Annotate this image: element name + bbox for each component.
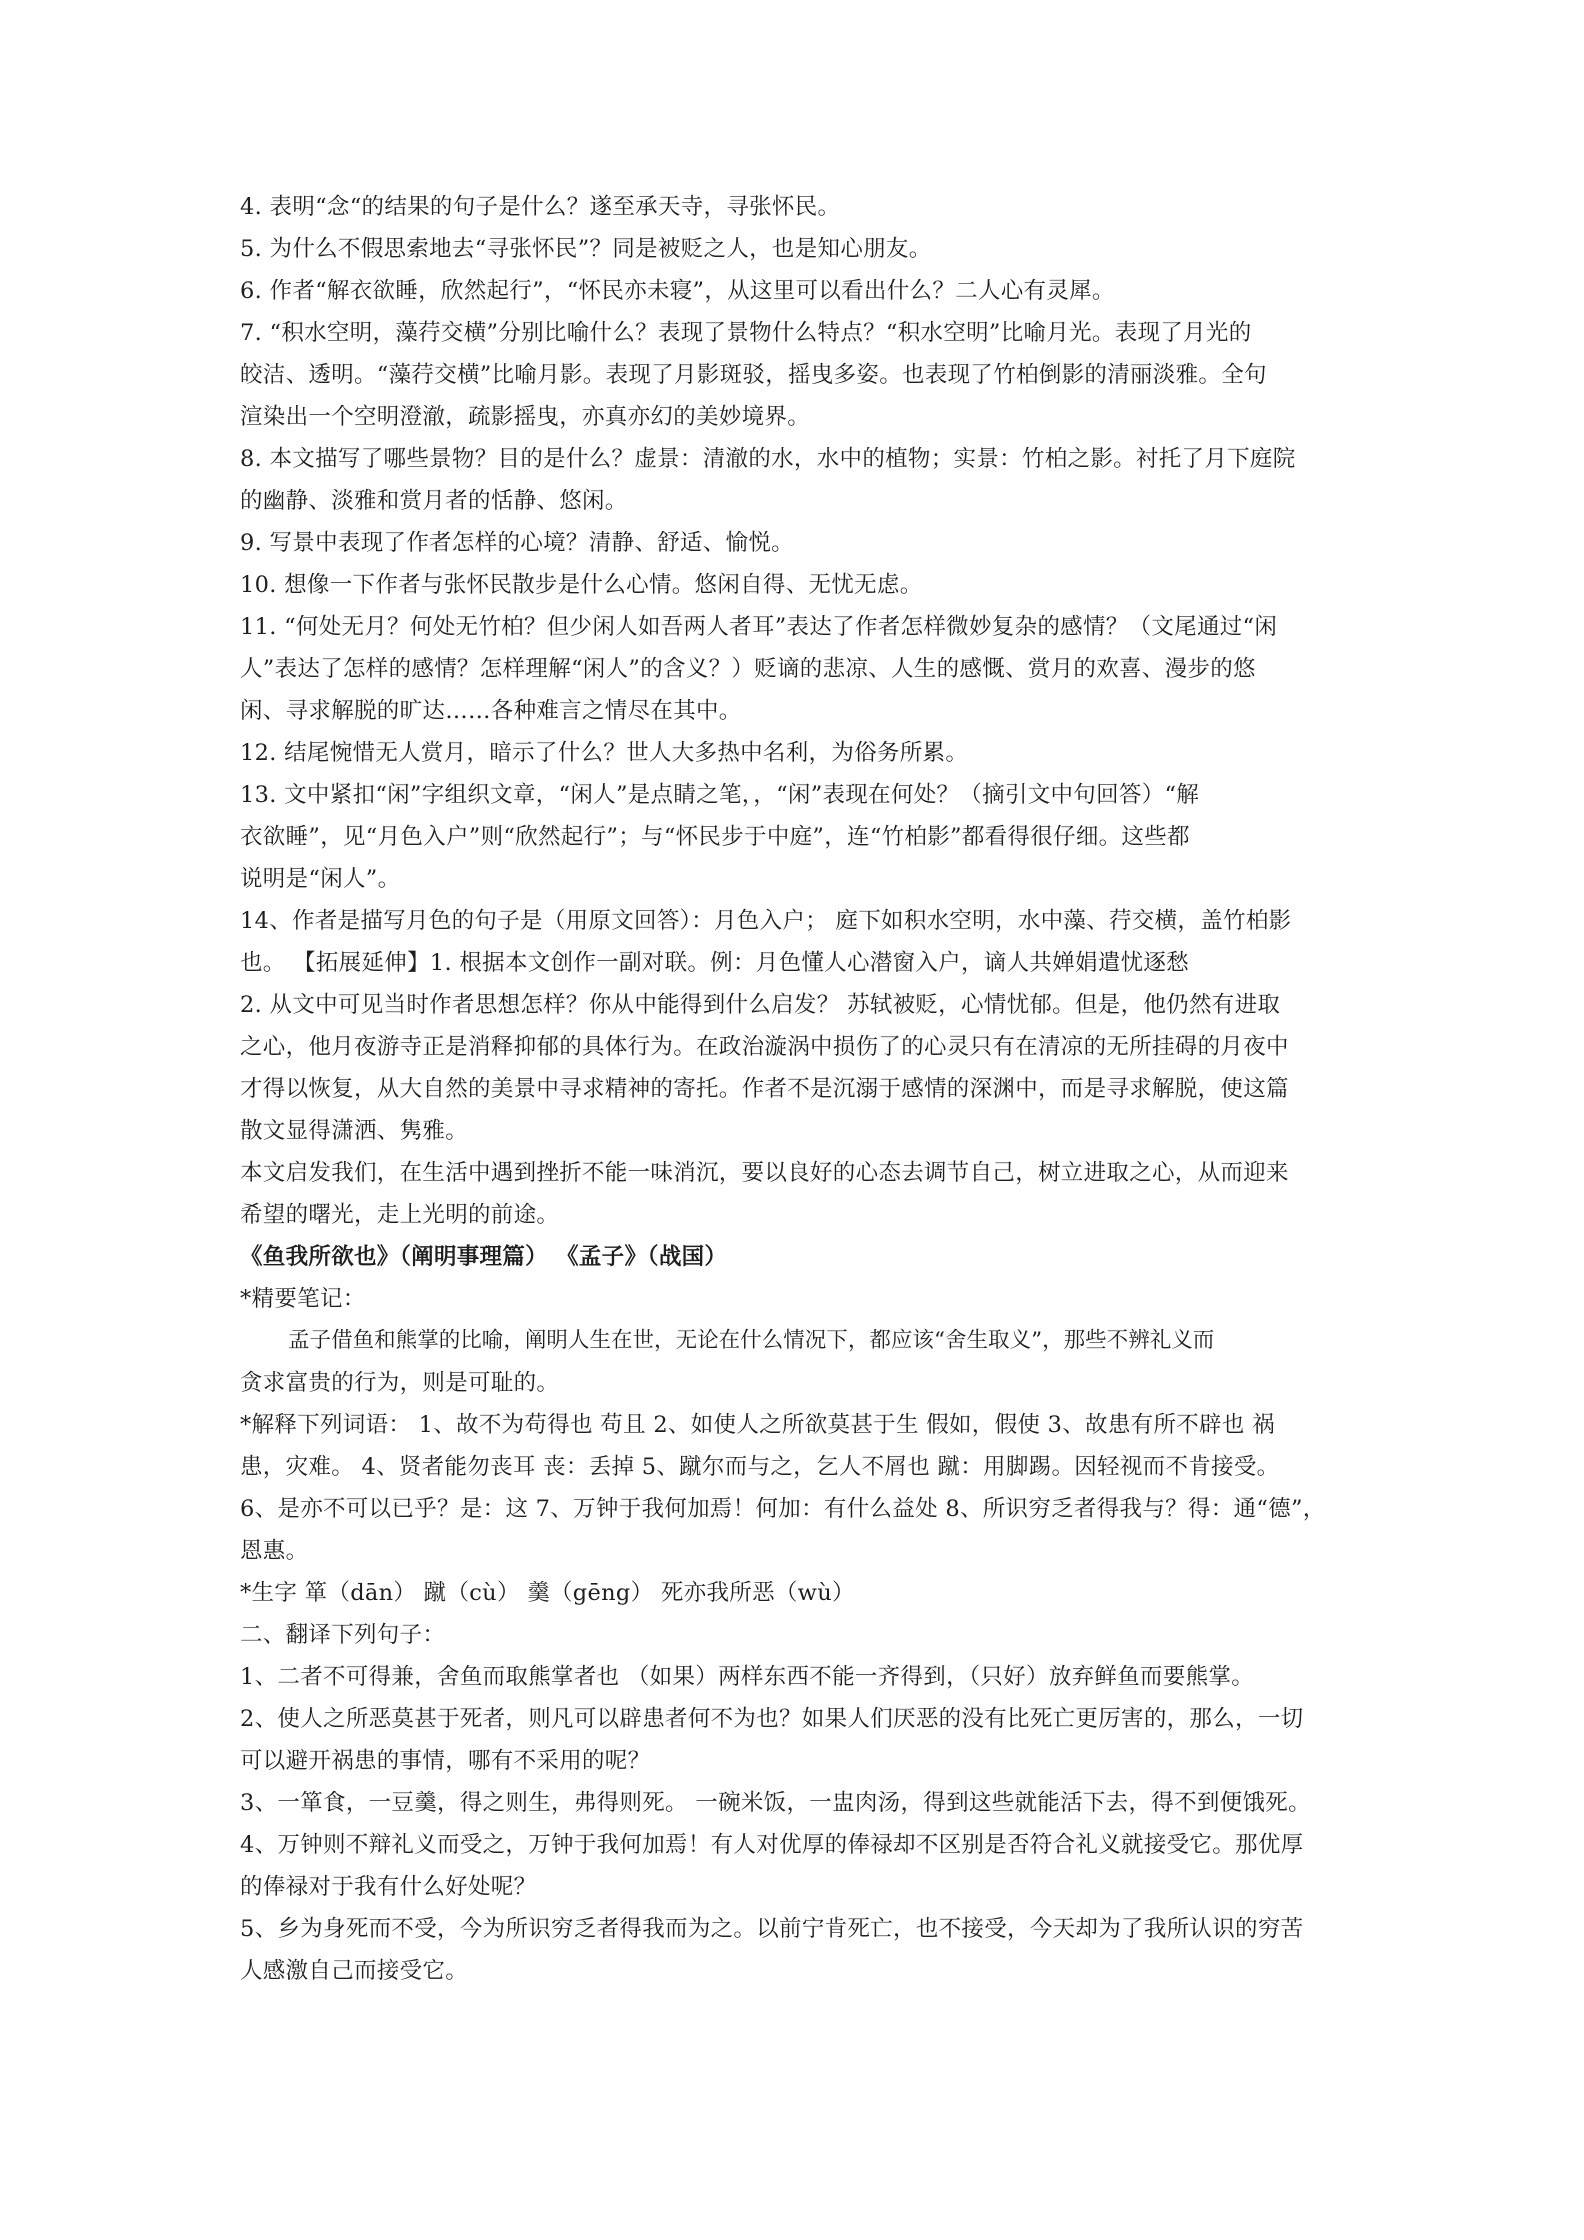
text-line: 衣欲睡”，见“月色入户”则“欣然起行”；与“怀民步于中庭”，连“竹柏影”都看得很仔细。这些都 (240, 824, 1190, 850)
text-line: 14、作者是描写月色的句子是（用原文回答）：月色入户； 庭下如积水空明，水中藻、荇交横，盖竹柏影 (240, 908, 1292, 934)
text-line: 恩惠。 (240, 1538, 309, 1564)
text-line: *解释下列词语： 1、故不为苟得也 苟且 2、如使人之所欲莫甚于生 假如，假使 3、故患有所不辟也 祸 (240, 1412, 1275, 1438)
text-line: 5. 为什么不假思索地去“寻张怀民”？同是被贬之人，也是知心朋友。 (240, 236, 932, 262)
text-line: 6. 作者“解衣欲睡，欣然起行”，“怀民亦未寝”，从这里可以看出什么？二人心有灵犀。 (240, 278, 1115, 304)
document-page (240, 186, 1360, 1992)
text-line: 6、是亦不可以已乎？是：这 7、万钟于我何加焉！何加：有什么益处 8、所识穷乏者得我与？得：通“德”， (240, 1496, 1326, 1522)
text-line: 7. “积水空明，藻荇交横”分别比喻什么？表现了景物什么特点？“积水空明”比喻月光。表现了月光的 (240, 320, 1252, 346)
text-line: 1、二者不可得兼，舍鱼而取熊掌者也 （如果）两样东西不能一齐得到，（只好）放弃鲜鱼而要熊掌。 (240, 1664, 1255, 1690)
text-line: 才得以恢复，从大自然的美景中寻求精神的寄托。作者不是沉溺于感情的深渊中，而是寻求解脱，使这篇 (240, 1076, 1289, 1102)
text-line: 也。 【拓展延伸】1. 根据本文创作一副对联。例：月色懂人心潜窗入户，谪人共婵娟遣忧逐愁 (240, 950, 1189, 976)
text-line: 的幽静、淡雅和赏月者的恬静、悠闲。 (240, 488, 628, 514)
text-line: 散文显得潇洒、隽雅。 (240, 1118, 469, 1144)
text-line: 之心，他月夜游寺正是消释抑郁的具体行为。在政治漩涡中损伤了的心灵只有在清凉的无所挂碍的月夜中 (240, 1034, 1289, 1060)
text-line: *精要笔记： (240, 1286, 366, 1312)
text-line: 二、翻译下列句子： (240, 1622, 446, 1648)
text-line: 渲染出一个空明澄澈，疏影摇曳，亦真亦幻的美妙境界。 (240, 404, 811, 430)
text-line: 3、一箪食，一豆羹，得之则生，弗得则死。 一碗米饭，一盅肉汤，得到这些就能活下去，得不到便饿死。 (240, 1790, 1311, 1816)
text-line: 5、乡为身死而不受，今为所识穷乏者得我而为之。以前宁肯死亡，也不接受，今天却为了我所认识的穷苦 (240, 1916, 1304, 1942)
text-line: 12. 结尾惋惜无人赏月，暗示了什么？世人大多热中名利，为俗务所累。 (240, 740, 969, 766)
text-line: 9. 写景中表现了作者怎样的心境？清静、舒适、愉悦。 (240, 530, 794, 556)
text-line: *生字 箪（dān） 蹴（cù） 羹（gēng） 死亦我所恶（wù） (240, 1580, 855, 1606)
text-line: 4. 表明“念“的结果的句子是什么？遂至承天寺，寻张怀民。 (240, 194, 841, 220)
text-line: 11. “何处无月？何处无竹柏？但少闲人如吾两人者耳”表达了作者怎样微妙复杂的感情？（文尾通过“闲 (240, 614, 1278, 640)
text-line: 患，灾难。 4、贤者能勿丧耳 丧：丢掉 5、蹴尔而与之，乞人不屑也 蹴：用脚踢。因轻视而不肯接受。 (240, 1454, 1280, 1480)
text-line: 13. 文中紧扣“闲”字组织文章，“闲人”是点睛之笔，，“闲”表现在何处？（摘引文中句回答）“解 (240, 782, 1200, 808)
text-line: 可以避开祸患的事情，哪有不采用的呢？ (240, 1748, 651, 1774)
text-line: 2. 从文中可见当时作者思想怎样？你从中能得到什么启发？ 苏轼被贬，心情忧郁。但是，他仍然有进取 (240, 992, 1281, 1018)
text-line: 说明是“闲人”。 (240, 866, 401, 892)
text-line: 孟子借鱼和熊掌的比喻，阐明人生在世，无论在什么情况下，都应该“舍生取义”，那些不辨礼义而 (288, 1328, 1215, 1353)
section-heading: 《鱼我所欲也》（阐明事理篇） 《孟子》（战国） (240, 1244, 728, 1270)
text-line: 8. 本文描写了哪些景物？目的是什么？虚景：清澈的水，水中的植物；实景：竹柏之影。衬托了月下庭院 (240, 446, 1296, 472)
text-line: 人感激自己而接受它。 (240, 1958, 469, 1984)
text-line: 人”表达了怎样的感情？怎样理解“闲人”的含义？）贬谪的悲凉、人生的感慨、赏月的欢喜、漫步的悠 (240, 656, 1256, 682)
text-line: 贪求富贵的行为，则是可耻的。 (240, 1370, 560, 1396)
text-line: 皎洁、透明。“藻荇交横”比喻月影。表现了月影斑驳，摇曳多姿。也表现了竹柏倒影的清丽淡雅。全句 (240, 362, 1267, 388)
text-line: 2、使人之所恶莫甚于死者，则凡可以辟患者何不为也？如果人们厌恶的没有比死亡更厉害的，那么，一切 (240, 1706, 1304, 1732)
text-line: 10. 想像一下作者与张怀民散步是什么心情。悠闲自得、无忧无虑。 (240, 572, 923, 598)
text-line: 本文启发我们，在生活中遇到挫折不能一味消沉，要以良好的心态去调节自己，树立进取之心，从而迎来 (240, 1160, 1289, 1186)
text-line: 的俸禄对于我有什么好处呢？ (240, 1874, 537, 1900)
text-line: 希望的曙光，走上光明的前途。 (240, 1202, 560, 1228)
text-line: 闲、寻求解脱的旷达……各种难言之情尽在其中。 (240, 698, 742, 724)
text-line: 4、万钟则不辩礼义而受之，万钟于我何加焉！有人对优厚的俸禄却不区别是否符合礼义就接受它。那优厚 (240, 1832, 1304, 1858)
